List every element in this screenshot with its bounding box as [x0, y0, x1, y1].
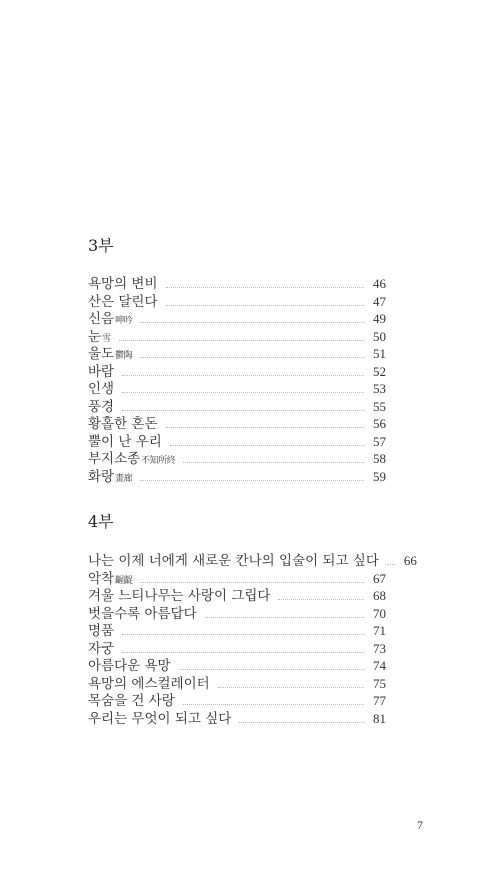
- dot-leader: [183, 462, 364, 463]
- toc-entry: [88, 433, 386, 451]
- toc-entry-page: 50: [373, 328, 386, 344]
- toc-entry-page: 57: [373, 433, 386, 449]
- toc-entry: [88, 345, 386, 363]
- toc-entry: [88, 380, 386, 398]
- dot-leader: [179, 669, 364, 670]
- toc-entry-title: [88, 434, 162, 452]
- dot-leader: [239, 722, 364, 723]
- toc-entry-page: 49: [373, 311, 386, 326]
- dot-leader: [122, 634, 364, 635]
- toc-entry: [88, 675, 386, 693]
- dot-leader: [183, 704, 364, 705]
- toc-part-4: [88, 512, 417, 727]
- toc-entry-page: 77: [373, 693, 386, 708]
- dot-leader: [122, 652, 364, 653]
- toc-entry-page: 68: [373, 588, 386, 603]
- toc-entry-title: [88, 693, 175, 711]
- dot-leader: [170, 445, 364, 446]
- toc-entry-title-text: 우리는 무엇이 되고 싶다: [88, 710, 232, 727]
- toc-entry: [88, 310, 386, 328]
- dot-leader: [166, 427, 365, 428]
- toc-entry-title-text: 울도: [88, 346, 115, 362]
- toc-entry-title-text: 화랑: [88, 468, 115, 485]
- toc-entry-page: 56: [373, 416, 386, 431]
- toc-entry-page: 74: [373, 658, 386, 673]
- toc-entry-title-text: 황홀한 혼돈: [88, 416, 158, 432]
- toc-entry-page: 81: [373, 710, 386, 726]
- toc-entry-page: 67: [373, 570, 386, 586]
- toc-entry-title: [88, 276, 158, 294]
- dot-leader: [140, 357, 364, 358]
- dot-leader: [119, 340, 364, 341]
- toc-entry-title: [88, 399, 114, 417]
- toc-entry-page: 71: [373, 623, 386, 638]
- toc-entry-title: [88, 658, 171, 676]
- dot-leader: [278, 599, 364, 600]
- toc-entry-title: [88, 588, 270, 606]
- toc-entry: [88, 570, 386, 588]
- toc-entry-title-text: 아름다운 욕망: [88, 658, 171, 674]
- toc-entry-title: [88, 381, 114, 399]
- toc-entry-page: 73: [373, 640, 386, 656]
- toc-entry: [88, 605, 386, 623]
- toc-list: [88, 552, 417, 727]
- toc-entry: [88, 415, 386, 433]
- dot-leader: [387, 564, 395, 565]
- part-heading: 3부: [88, 236, 114, 255]
- toc-entry-title: [88, 416, 158, 434]
- dot-leader: [205, 617, 364, 618]
- toc-entry-title-text: 부지소종: [88, 451, 141, 467]
- toc-entry-page: 51: [373, 346, 386, 361]
- toc-entry-title-text: 겨울 느티나무는 사랑이 그립다: [88, 588, 271, 604]
- toc-entry-title-text: 목숨을 건 사랑: [88, 693, 175, 709]
- dot-leader: [122, 375, 364, 376]
- toc-entry-page: 55: [373, 398, 386, 414]
- toc-entry-page: 70: [373, 605, 386, 621]
- part-heading: 4부: [88, 512, 114, 531]
- toc-entry-hanja: 鬱陶: [115, 351, 133, 361]
- toc-entry-title: [88, 623, 114, 641]
- toc-entry: [88, 587, 386, 605]
- toc-entry-title-text: 인생: [88, 381, 115, 397]
- toc-entry-page: 53: [373, 381, 386, 396]
- dot-leader: [166, 305, 365, 306]
- toc-list: [88, 275, 386, 485]
- toc-entry-page: 58: [373, 451, 386, 466]
- toc-entry: [88, 450, 386, 468]
- toc-entry-title-text: 악착: [88, 570, 115, 587]
- toc-entry-title: [88, 711, 231, 729]
- toc-entry-title: [88, 676, 210, 694]
- toc-entry-title-text: 눈: [88, 328, 102, 345]
- toc-entry: [88, 622, 386, 640]
- toc-entry: [88, 293, 386, 311]
- toc-entry-hanja: 齷齪: [115, 575, 133, 586]
- dot-leader: [166, 287, 365, 288]
- toc-entry-hanja: 呻吟: [115, 316, 133, 326]
- dot-leader: [218, 687, 364, 688]
- toc-entry: [88, 692, 386, 710]
- toc-entry-page: 46: [373, 276, 386, 291]
- toc-entry: [88, 552, 417, 570]
- toc-entry-title-text: 뿔이 난 우리: [88, 433, 162, 450]
- toc-entry-title-text: 나는 이제 너에게 새로운 칸나의 입술이 되고 싶다: [88, 553, 379, 569]
- toc-entry-title-text: 벗을수록 아름답다: [88, 605, 197, 622]
- toc-part-3: [88, 236, 386, 485]
- toc-entry-title-text: 자궁: [88, 640, 115, 657]
- toc-entry-title-text: 욕망의 에스컬레이터: [88, 675, 210, 692]
- toc-entry-title: [88, 469, 132, 489]
- toc-entry-page: 59: [373, 468, 386, 484]
- toc-entry-title: [88, 641, 114, 659]
- toc-entry-title-text: 신음: [88, 311, 115, 327]
- dot-leader: [140, 582, 364, 583]
- toc-entry-title-text: 바람: [88, 363, 115, 380]
- toc-entry-title: [88, 553, 379, 571]
- toc-entry-title-text: 풍경: [88, 398, 115, 415]
- toc-entry-title-text: 산은 달린다: [88, 293, 158, 310]
- toc-entry: [88, 328, 386, 346]
- toc-entry: [88, 657, 386, 675]
- toc-entry: [88, 363, 386, 381]
- dot-leader: [122, 410, 364, 411]
- dot-leader: [140, 322, 364, 323]
- toc-entry: [88, 640, 386, 658]
- toc-entry-title-text: 욕망의 변비: [88, 276, 158, 292]
- toc-entry: [88, 275, 386, 293]
- toc-entry-title: [88, 606, 197, 624]
- dot-leader: [122, 392, 364, 393]
- toc-entry: [88, 710, 386, 728]
- toc-entry-title-text: 명품: [88, 623, 115, 639]
- toc-entry-hanja: 不知所終: [141, 456, 176, 466]
- toc-entry-page: 47: [373, 293, 386, 309]
- toc-entry-hanja: 雪: [102, 333, 111, 344]
- toc-entry-hanja: 畫廊: [115, 473, 133, 484]
- toc-entry-page: 75: [373, 675, 386, 691]
- toc-entry-title: [88, 364, 114, 382]
- toc-entry-page: 52: [373, 363, 386, 379]
- toc-entry: [88, 398, 386, 416]
- dot-leader: [140, 480, 364, 481]
- toc-entry-title: [88, 294, 158, 312]
- page-number: 7: [417, 818, 423, 832]
- toc-entry-page: 66: [403, 553, 417, 568]
